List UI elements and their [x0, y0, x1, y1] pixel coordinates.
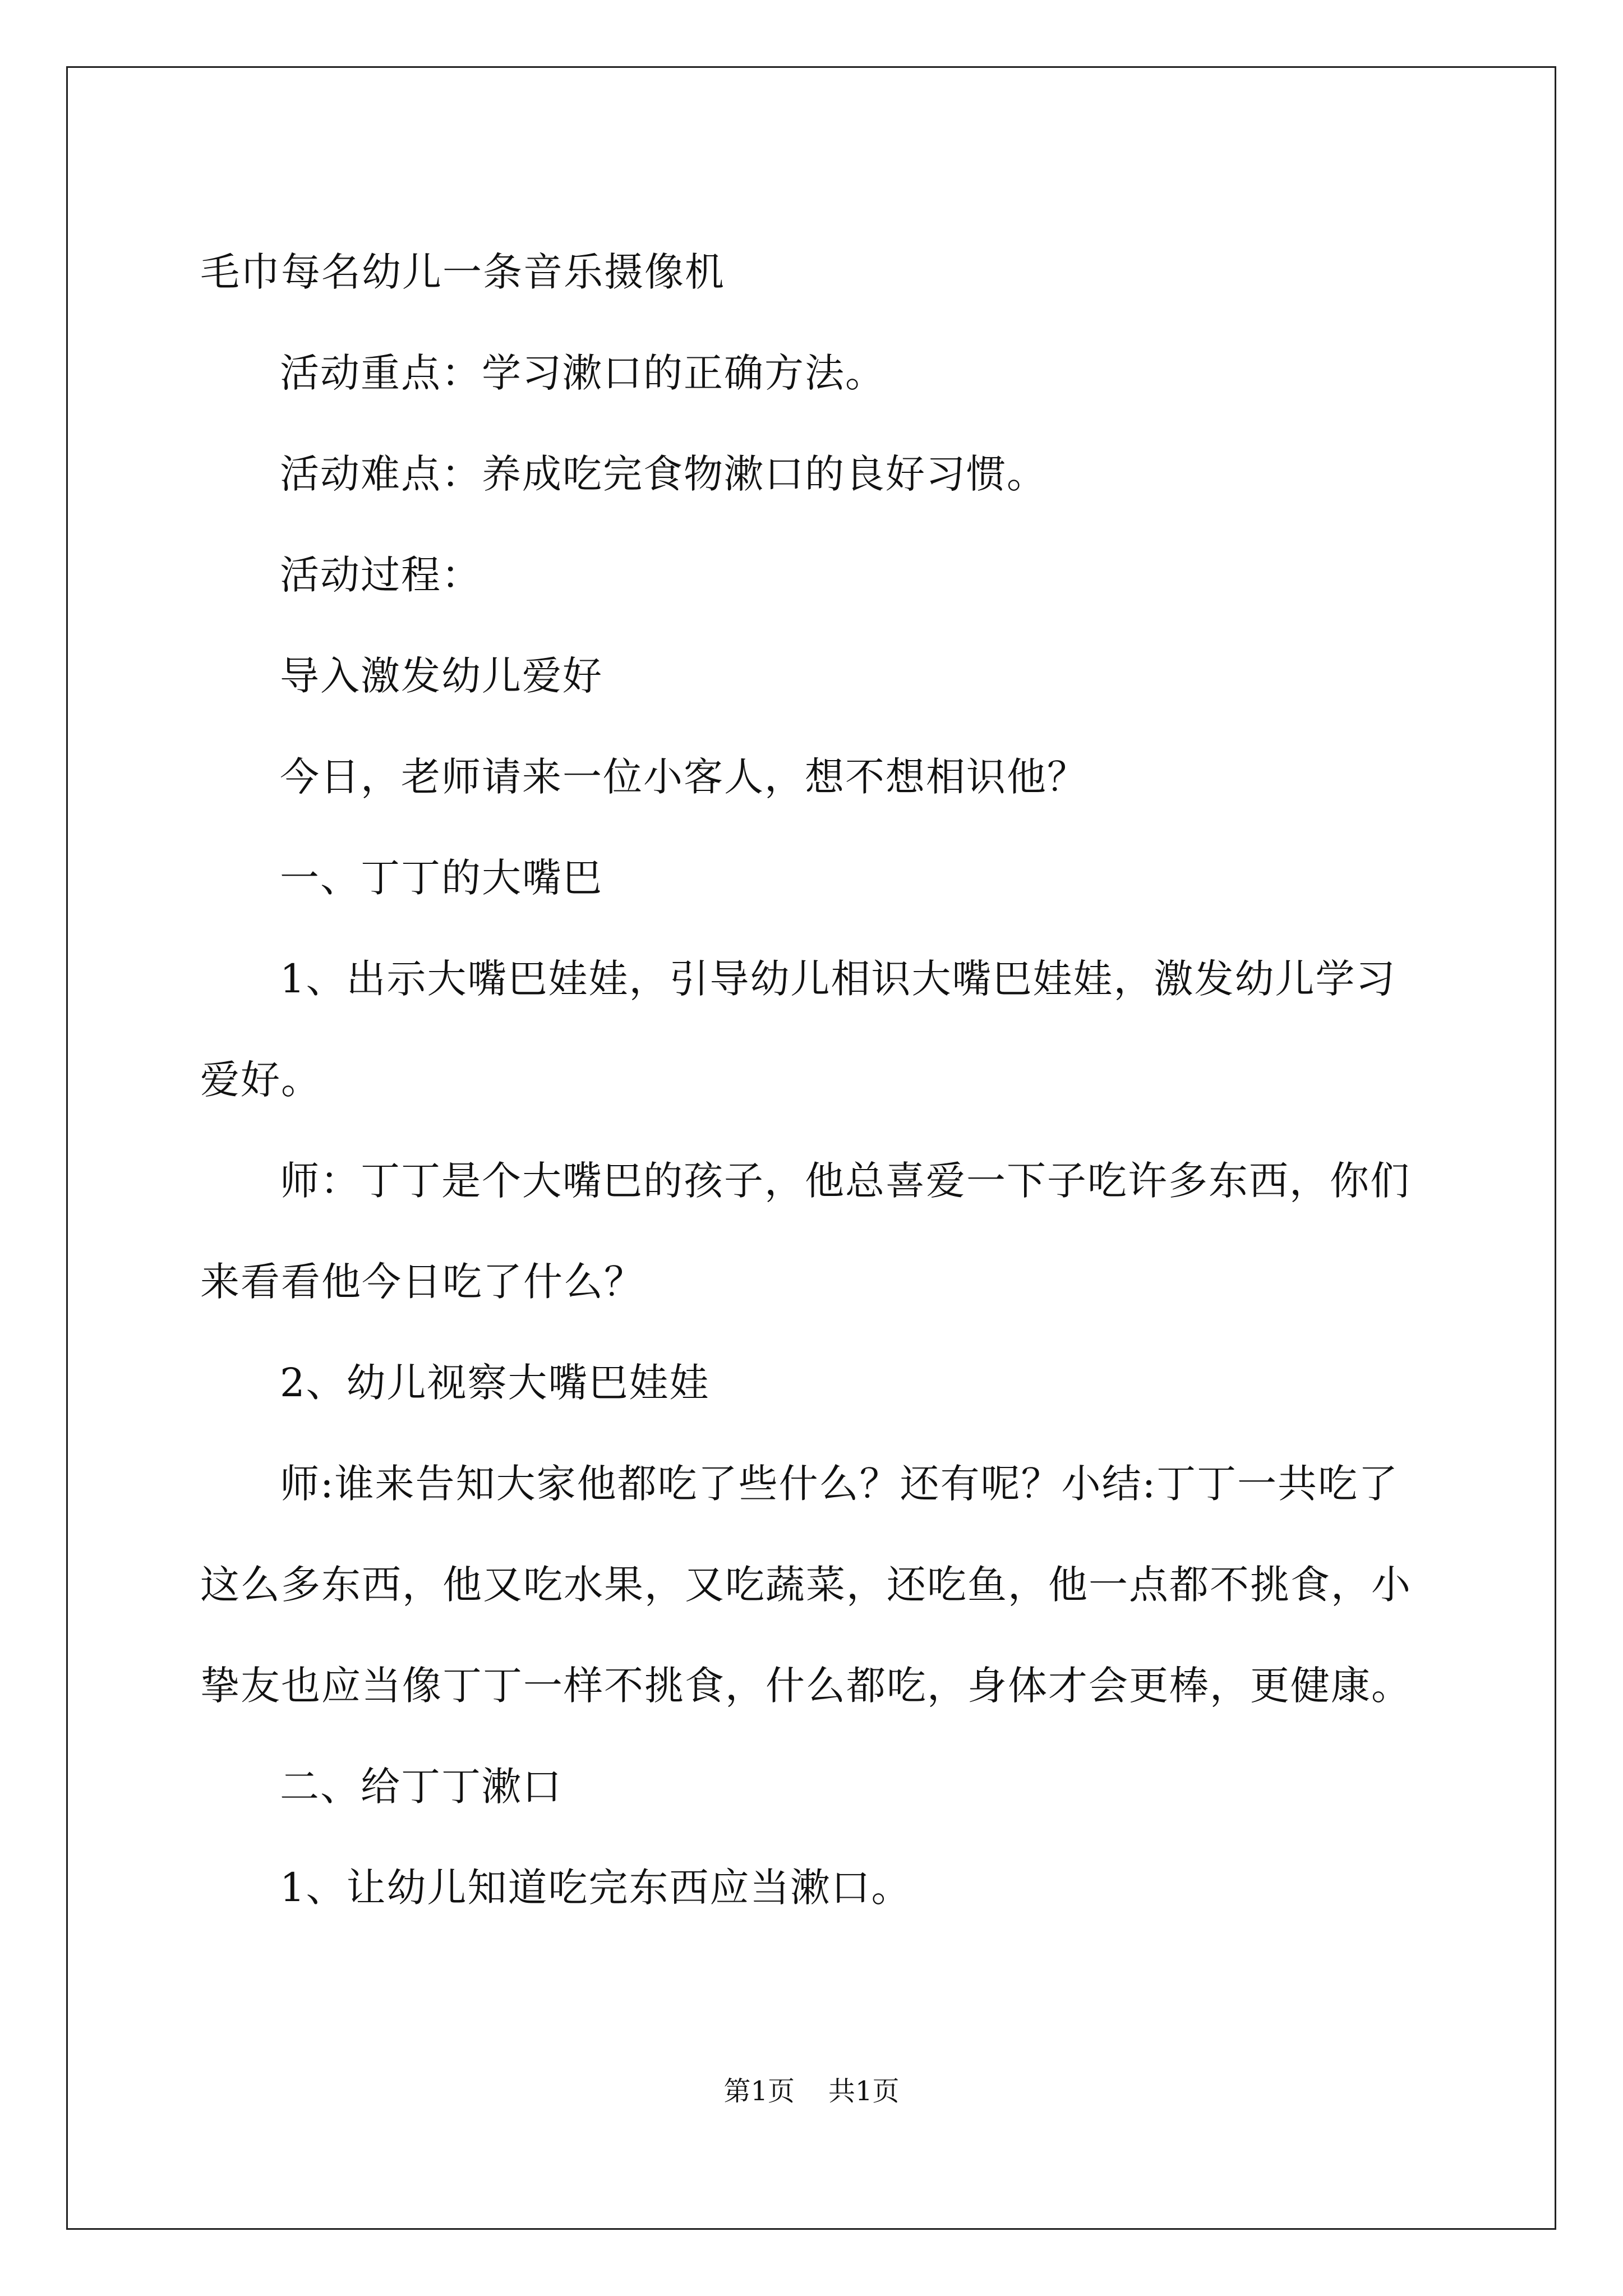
paragraph-activity-focus: 活动重点：学习漱口的正确方法。	[280, 350, 886, 396]
paragraph-step-2: 2、幼儿视察大嘴巴娃娃	[280, 1360, 710, 1406]
paragraph-today: 今日，老师请来一位小客人，想不想相识他？	[280, 754, 1087, 800]
paragraph-activity-difficulty: 活动难点：养成吃完食物漱口的良好习惯。	[280, 451, 1047, 497]
section-heading-2: 二、给丁丁漱口	[280, 1764, 562, 1810]
page-number-current: 第1页	[723, 2076, 795, 2107]
page-number-total: 共1页	[828, 2076, 900, 2107]
paragraph-step-1: 1、出示大嘴巴娃娃，引导幼儿相识大嘴巴娃娃，激发幼儿学习爱好。	[200, 956, 1396, 1103]
paragraph-introduction: 导入激发幼儿爱好	[280, 653, 603, 699]
paragraph-activity-process: 活动过程：	[280, 552, 482, 598]
document-body	[200, 222, 1428, 1938]
paragraph-materials: 毛巾每名幼儿一条音乐摄像机	[200, 249, 725, 295]
paragraph-teacher-1: 师：丁丁是个大嘴巴的孩子，他总喜爱一下子吃许多东西，你们来看看他今日吃了什么？	[200, 1158, 1410, 1305]
paragraph-teacher-2: 师:谁来告知大家他都吃了些什么？还有呢？小结:丁丁一共吃了这么多东西，他又吃水果，又吃蔬菜，还吃鱼，他一点都不挑食，小挚友也应当像丁丁一样不挑食，什么都吃，身体才会更棒，更健康。	[200, 1461, 1412, 1709]
paragraph-step-3: 1、让幼儿知道吃完东西应当漱口。	[280, 1865, 912, 1911]
page-footer	[0, 2074, 1623, 2108]
section-heading-1: 一、丁丁的大嘴巴	[280, 855, 603, 901]
